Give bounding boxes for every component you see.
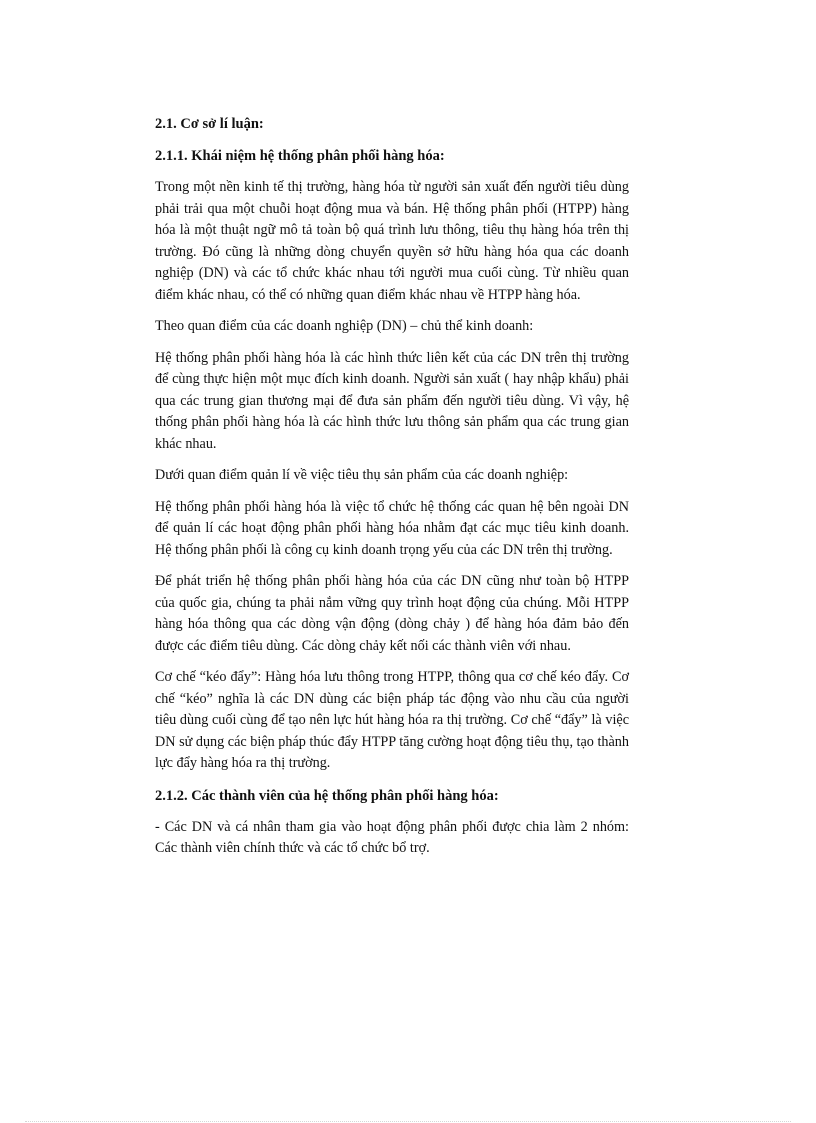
- section-heading-2-1: 2.1. Cơ sở lí luận:: [155, 116, 264, 132]
- paragraph-business-viewpoint-intro: Theo quan điểm của các doanh nghiệp (DN) – chủ thể kinh doanh:: [155, 318, 534, 334]
- paragraph-push-pull: Cơ chế “kéo đẩy”: Hàng hóa lưu thông trong HTPP, thông qua cơ chế kéo đẩy. Cơ chế “kéo” nghĩa là các DN dùng các biện pháp tác động vào nhu cầu của người tiêu dùng cuối cùng để tạo nên lực hút hàng hóa ra thị trường. Cơ chế “đẩy” là việc DN sử dụng các biện pháp thúc đẩy HTPP tăng cường hoạt động tiêu thụ, tạo thành lực đẩy hàng hóa ra thị trường.: [155, 669, 629, 771]
- document-page: [155, 113, 629, 870]
- paragraph-htpp-definition: Trong một nền kinh tế thị trường, hàng hóa từ người sản xuất đến người tiêu dùng phải trải qua một chuỗi hoạt động mua và bán. Hệ thống phân phối (HTPP) hàng hóa là một thuật ngữ mô tả toàn bộ quá trình lưu thông, tiêu thụ hàng hóa trên thị trường. Đó cũng là những dòng chuyển quyền sở hữu hàng hóa qua các doanh nghiệp (DN) và các tổ chức khác nhau tới người mua cuối cùng. Từ nhiều quan điểm khác nhau, có thể có những quan điểm khác nhau về HTPP hàng hóa.: [155, 179, 629, 303]
- paragraph-business-viewpoint: Hệ thống phân phối hàng hóa là các hình thức liên kết của các DN trên thị trường để cùng thực hiện một mục đích kinh doanh. Người sản xuất ( hay nhập khẩu) phải qua các trung gian thương mại để đưa sản phẩm đến người tiêu dùng. Vì vậy, hệ thống phân phối hàng hóa là các hình thức lưu thông sản phẩm qua các trung gian khác nhau.: [155, 349, 629, 452]
- section-heading-2-1-2: 2.1.2. Các thành viên của hệ thống phân phối hàng hóa:: [155, 787, 499, 804]
- paragraph-management-viewpoint-intro: Dưới quan điểm quản lí về việc tiêu thụ sản phẩm của các doanh nghiệp:: [155, 467, 569, 483]
- page-bottom-divider: [25, 1121, 791, 1122]
- paragraph-management-viewpoint: Hệ thống phân phối hàng hóa là việc tổ chức hệ thống các quan hệ bên ngoài DN để quản lí các hoạt động phân phối hàng hóa nhằm đạt các mục tiêu kinh doanh. Hệ thống phân phối là công cụ kinh doanh trọng yếu của các DN trên thị trường.: [155, 498, 629, 558]
- section-heading-2-1-1: 2.1.1. Khái niệm hệ thống phân phối hàng hóa:: [155, 148, 445, 164]
- paragraph-development: Để phát triển hệ thống phân phối hàng hóa của các DN cũng như toàn bộ HTPP của quốc gia, chúng ta phải nắm vững quy trình hoạt động của chúng. Mỗi HTPP hàng hóa thông qua các dòng vận động (dòng chảy ) để hàng hóa đảm bảo đến được các điểm tiêu dùng. Các dòng chảy kết nối các thành viên với nhau.: [155, 573, 629, 654]
- paragraph-members: - Các DN và cá nhân tham gia vào hoạt động phân phối được chia làm 2 nhóm: Các thành viên chính thức và các tổ chức bổ trợ.: [155, 818, 629, 856]
